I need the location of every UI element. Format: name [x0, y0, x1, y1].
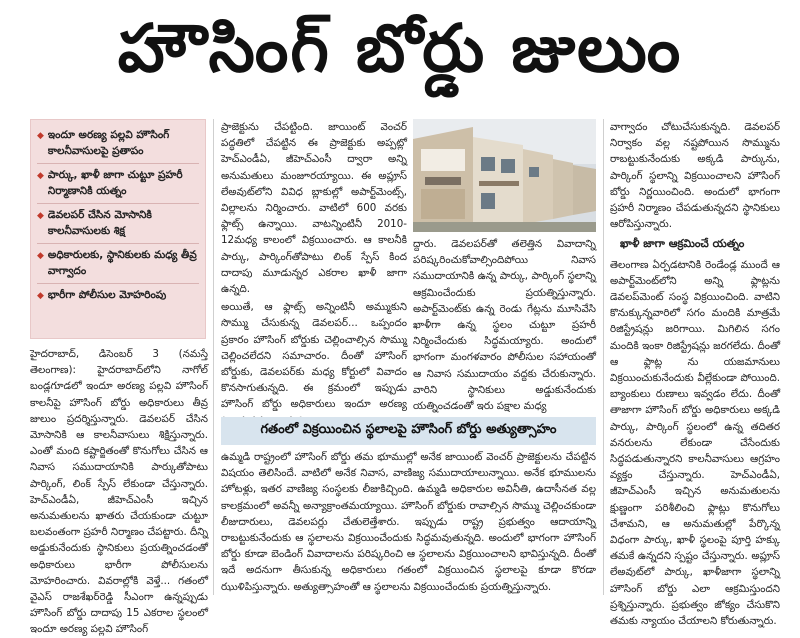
bullet-icon: ◆	[37, 211, 44, 221]
article-paragraph: హైదరాబాద్, డిసెంబర్ 3 (నమస్తే తెలంగాణ): హైదరాబాద్‌లోని నాగోల్ బండ్లగూడలో ఇందూ అరణ్య పల్లవి హౌసింగ్ కాలనీపై హౌసింగ్ బోర్డు అధికారులు తీవ్ర జులుం ప్రదర్శిస్తున్నారు. డెవలపర్ చేసిన మోసానికి ఆ కాలనీవాసులు శిక్షిస్తున్నారు. ఎంతో మంది కష్టార్జితంతో కొనుగోలు చేసిన ఆ నివాస సముదాయానికి పార్కుతోపాటు పార్కింగ్, లింక్ స్పేస్ లేకుండా చేస్తున్నారు. హెచ్‌ఎండీఏ, జీహెచ్‌ఎంసీ ఇచ్చిన అనుమతులను ఖాతరు చేయకుండా చుట్టూ బలవంతంగా ప్రహరీ నిర్మాణం చేపట్టారు. దీన్ని అడ్డుకునేందుకు స్థానికులు ప్రయత్నించడంతో అధికారులు భారీగా పోలీసులను మోహరించారు. వివరాల్లోకి వెళ్తే... గతంలో వైఎస్ రాజశేఖర్‌రెడ్డి సీఎంగా ఉన్నప్పుడు హౌసింగ్ బోర్డు దాదాపు 15 ఎకరాల స్థలంలో ఇందూ అరణ్య పల్లవి హౌసింగ్	[30, 348, 209, 636]
housing-photo	[413, 119, 596, 232]
article-paragraph: వాగ్వాదం చోటుచేసుకున్నది. డెవలపర్ నిర్వాకం వల్ల నష్టపోయిన సొమ్మును రాబట్టుకునేందుకు అక్కడి పార్కును, పార్కింగ్ స్థలాన్ని విక్రయించాలని హౌసింగ్ బోర్డు నిర్ణయించింది. అందులో భాగంగా ప్రహరీ నిర్మాణం చేపడుతున్నదని స్థానికులు ఆరోపిస్తున్నారు.	[610, 121, 780, 231]
sub-headline-text: గతంలో విక్రయించిన స్థలాలపై హౌసింగ్ బోర్డు అత్యుత్సాహం	[260, 422, 557, 437]
highlight-item: ◆ పార్కు, ఖాళీ జాగా చుట్టూ ప్రహరీ నిర్మాణానికి యత్నం	[37, 164, 199, 204]
bullet-icon: ◆	[37, 291, 44, 301]
article-paragraph: ద్దారు. డెవలపర్‌తో తలెత్తిన వివాదాన్ని పరిష్కరించుకోవాల్సిందిపోయి నివాస సముదాయానికి ఉన్న పార్కు, పార్కింగ్ స్థలాన్ని ఆక్రమించేందుకు ప్రయత్నిస్తున్నారు. అపార్ట్‌మెంట్‌కు ఉన్న రెండు గేట్లను మూసివేసి ఖాళీగా ఉన్న స్థలం చుట్టూ ప్రహరీ నిర్మించేందుకు సిద్ధమయ్యారు. అందులో భాగంగా మంగళవారం పోలీసుల సహాయంతో ఆ నివాస సముదాయం వద్దకు చేరుకున్నారు. వారిని స్థానికులు అడ్డుకునేందుకు యత్నించడంతో ఇరు పక్షాల మధ్య	[413, 238, 596, 413]
sub-headline	[221, 417, 596, 445]
article-paragraph: అయితే, ఆ ఫ్లాట్స్ అన్నింటినీ అమ్ముకుని సొమ్ము చేసుకున్న డెవలపర్... ఒప్పందం ప్రకారం హౌసింగ్ బోర్డుకు చెల్లించాల్సిన సొమ్ము చెల్లించలేదని సమాచారం. దీంతో హౌసింగ్ బోర్డుకు, డెవలపర్‌కు మధ్య కోర్టులో వివాదం కొనసాగుతున్నది. ఈ క్రమంలో ఇప్పుడు హౌసింగ్ బోర్డు అధికారులు ఇందూ అరణ్య	[221, 301, 407, 411]
headline-text: హౌసింగ్ బోర్డు జులుం	[117, 9, 683, 87]
article-paragraph: ఉమ్మడి రాష్ట్రంలో హౌసింగ్ బోర్డు తమ భూముల్లో అనేక జాయింట్ వెంచర్ ప్రాజెక్టులను చేపట్టిన విషయం తెలిసిందే. వాటిలో అనేక నివాస, వాణిజ్య సముదాయాలున్నాయి. అనేక భూములను హోటళ్లు, ఇతర వాణిజ్య సంస్థలకు లీజుకిచ్చింది. ఉమ్మడి అధికారుల అవినీతి, ఉదాసీనత వల్ల కాలక్రమంలో అవన్నీ అన్యాక్రాంతమయ్యాయి. హౌసింగ్ బోర్డుకు రావాల్సిన సొమ్ము చెల్లించకుండా లీజుదారులు, డెవలపర్లు చేతులెత్తేశారు. ఇప్పుడు రాష్ట్ర ప్రభుత్వం ఆదాయాన్ని రాబట్టుకునేందుకు ఆ స్థలాలను విక్రయించేందుకు సిద్ధమవుతున్నది. అందులో భాగంగా హౌసింగ్ బోర్డు కూడా బెండింగ్ వివాదాలను పరిష్కరించి ఆ స్థలాలను విక్రయించాలని భావిస్తున్నది. దీంతో ఇదే అదనుగా తీసుకున్న అధికారులు గతంలో విక్రయించిన స్థలాలపై కూడా కొరడా ఝుళిపిస్తున్నారు. అత్యుత్సాహంతో ఆ స్థలాలను విక్రయించేందుకు ప్రయత్నిస్తున్నారు.	[221, 451, 596, 593]
article-paragraph: తెలంగాణ ఏర్పడటానికి రెండేండ్ల ముందే ఆ అపార్ట్‌మెంట్‌లోని అన్ని ఫ్లాట్లను డెవలప్‌మెంట్ సంస్థ విక్రయించింది. వాటిని కొనుక్కున్నవారిలో సగం మందికి మాత్రమే రిజిస్ట్రేషన్లు జరిగాయి. మిగిలిన సగం మందికి ఇంకా రిజిస్ట్రేషన్లు జరగలేదు. దీంతో ఆ ఫ్లాట్ల ను యజమానులు విక్రయించుకునేందుకు వీల్లేకుండా పోయింది. బ్యాంకులు రుణాలు ఇవ్వడం లేదు. దీంతో తాజాగా హౌసింగ్ బోర్డు అధికారులు అక్కడి పార్కు, పార్కింగ్ స్థలంలో ఉన్న తదితర వనరులను లేకుండా చేసేందుకు సిద్ధపడుతున్నారని కాలనీవాసులు ఆగ్రహం వ్యక్తం చేస్తున్నారు. హెచ్‌ఎండీఏ, జీహెచ్‌ఎంసీ ఇచ్చిన అనుమతులను క్షుణ్ణంగా పరిశీలించి ఫ్లాట్లు కొనుగోలు చేశామని, ఆ అనుమతుల్లో పేర్కొన్న విధంగా పార్కు, ఖాళీ స్థలంపై పూర్తి హక్కు తమకే ఉన్నదని స్పష్టం చేస్తున్నారు. అప్లూస్ లేఅవుట్‌లో పార్కు, ఖాళీజాగా స్థలాన్ని హౌసింగ్ బోర్డు ఎలా ఆక్రమిస్తుందని ప్రశ్నిస్తున్నారు. ప్రభుత్వం జోక్యం చేసుకొని తమకు న్యాయం చేయాలని కోరుతున్నారు.	[610, 258, 780, 628]
bullet-icon: ◆	[37, 131, 44, 141]
apartment-image	[413, 119, 596, 232]
column-rule	[213, 119, 214, 595]
article-bottom-section	[221, 449, 596, 595]
highlight-item: ◆ ఇందూ అరణ్య పల్లవి హౌసింగ్ కాలనీవాసులపై ప్రతాపం	[37, 124, 199, 164]
highlight-item: ◆ అధికారులకు, స్థానికులకు మధ్య తీవ్ర వాగ్వాదం	[37, 244, 199, 284]
article-paragraph: ప్రాజెక్టును చేపట్టింది. జాయింట్ వెంచర్ పద్ధతిలో చేపట్టిన ఈ ప్రాజెక్టుకు అప్పట్లో హెచ్‌ఎండీఏ, జీహెచ్‌ఎంసీ ద్వారా అన్ని అనుమతులు మంజూరయ్యాయి. ఈ అప్లూస్ లేఅవుట్‌లోని వివిధ బ్లాకుల్లో అపార్ట్‌మెంట్స్, విల్లాలను నిర్మించారు. వాటిలో 600 వరకు ఫ్లాట్స్ ఉన్నాయి. వాటన్నింటినీ 2010-12మధ్య కాలంలో విక్రయించారు. ఆ కాలనీకి పార్కు, పార్కింగ్‌తోపాటు లింక్ స్పేస్ కింద దాదాపు మూడున్నర ఎకరాల ఖాళీ జాగా ఉన్నది.	[221, 121, 407, 296]
column-subheading: ఖాళీ జాగా ఆక్రమించే యత్నం	[620, 237, 745, 251]
article-column-1	[30, 346, 209, 636]
column-rule	[603, 119, 604, 595]
bullet-icon: ◆	[37, 251, 44, 261]
article-column-2	[221, 119, 407, 411]
headline	[0, 0, 800, 112]
bullet-icon: ◆	[37, 171, 44, 181]
highlights-box	[30, 119, 206, 339]
article-column-4	[610, 119, 780, 628]
highlight-item: ◆ డెవలపర్ చేసిన మోసానికి కాలనీవాసులకు శిక్ష	[37, 204, 199, 244]
article-column-3	[413, 236, 596, 411]
highlight-item: ◆ భారీగా పోలీసుల మోహరింపు	[37, 284, 199, 308]
